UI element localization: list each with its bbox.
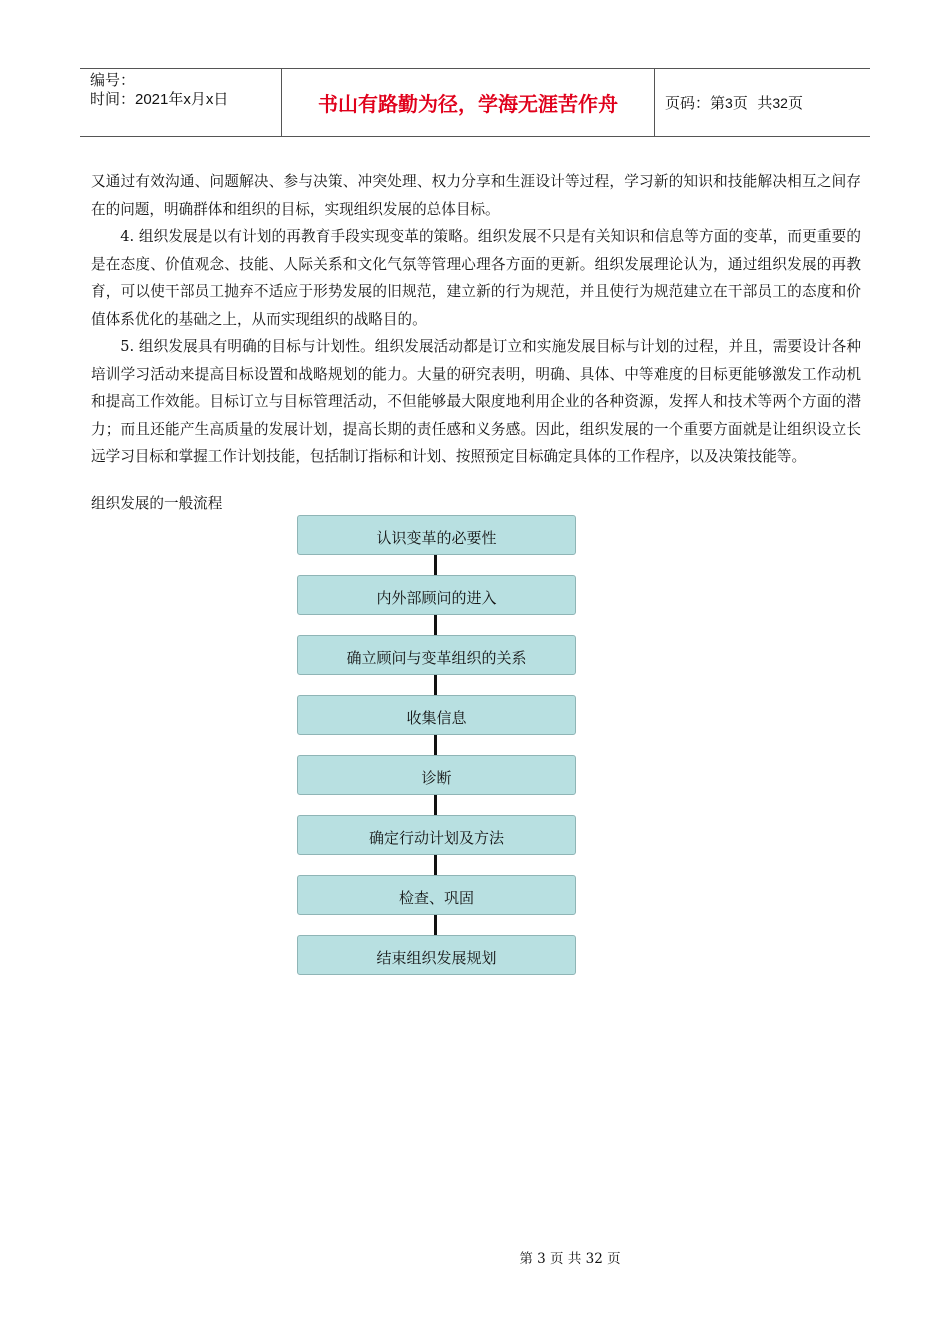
page-header [80, 68, 870, 137]
flow-connector [434, 795, 437, 815]
header-page-middle: 页 共 [732, 94, 773, 112]
flow-connector [434, 555, 437, 575]
flow-step: 诊断 [297, 755, 576, 795]
body-text [91, 168, 861, 471]
header-page-current: 3 [725, 94, 733, 111]
flow-step: 结束组织发展规划 [297, 935, 576, 975]
flow-connector [434, 675, 437, 695]
paragraph: 5. 组织发展具有明确的目标与计划性。组织发展活动都是订立和实施发展目标与计划的过程，并且，需要设计各种培训学习活动来提高目标设置和战略规划的能力。大量的研究表明，明确、具体、中等难度的目标更能够激发工作动机和提高工作效能。目标订立与目标管理活动，不但能够最大限度地利用企业的各种资源，发挥人和技术等两个方面的潜力；而且还能产生高质量的发展计划，提高长期的责任感和义务感。因此，组织发展的一个重要方面就是让组织设立长远学习目标和掌握工作计划技能，包括制订指标和计划、按照预定目标确定具体的工作程序，以及决策技能等。 [91, 338, 861, 465]
page-footer [0, 1247, 950, 1267]
header-motto: 书山有路勤为径，学海无涯苦作舟 [282, 69, 655, 136]
flow-connector [434, 915, 437, 935]
flow-step: 内外部顾问的进入 [297, 575, 576, 615]
header-page-prefix: 页码：第 [665, 94, 726, 112]
header-meta [80, 69, 282, 136]
flow-connector [434, 615, 437, 635]
header-date: 时间：2021年x月x日 [90, 91, 229, 108]
paragraph: 4. 组织发展是以有计划的再教育手段实现变革的策略。组织发展不只是有关知识和信息等方面的变革，而更重要的是在态度、价值观念、技能、人际关系和文化气氛等管理心理各方面的更新。组织发展理论认为，通过组织发展的再教育，可以使干部员工抛弃不适应于形势发展的旧规范，建立新的行为规范，并且使行为规范建立在干部员工的态度和价值体系优化的基础之上，从而实现组织的战略目的。 [91, 228, 861, 328]
flow-step: 收集信息 [297, 695, 576, 735]
flow-step: 确立顾问与变革组织的关系 [297, 635, 576, 675]
paragraph: 又通过有效沟通、问题解决、参与决策、冲突处理、权力分享和生涯设计等过程，学习新的知识和技能解决相互之间存在的问题，明确群体和组织的目标，实现组织发展的总体目标。 [91, 173, 861, 218]
flow-step: 检查、巩固 [297, 875, 576, 915]
flow-connector [434, 855, 437, 875]
header-page-suffix: 页 [787, 94, 803, 112]
footer-page-number: 第 3 页 共 32 页 [519, 1251, 621, 1267]
flowchart [297, 515, 576, 975]
flow-title: 组织发展的一般流程 [91, 495, 223, 512]
flow-connector [434, 735, 437, 755]
flow-step: 认识变革的必要性 [297, 515, 576, 555]
flow-step: 确定行动计划及方法 [297, 815, 576, 855]
header-page-total: 32 [772, 94, 788, 111]
header-number: 编号： [90, 72, 136, 89]
header-page-info [655, 69, 870, 136]
